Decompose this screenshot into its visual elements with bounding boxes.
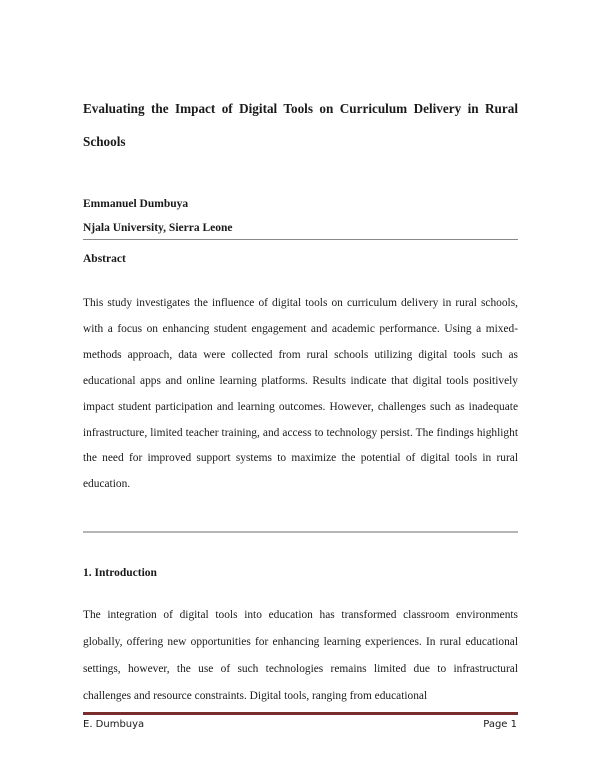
author-name: Emmanuel Dumbuya bbox=[83, 198, 189, 210]
abstract-text: This study investigates the influence of digital tools on curriculum delivery in rural schools, with a focus on enhancing student engagement and academic performance. Using a mixed-methods approach, data were collected from rural schools utilizing digital tools such as educational apps and online learning platforms. Results indicate that digital tools positively impact student participation and learning outcomes. However, challenges such as inadequate infrastructure, limited teacher training, and access to technology persist. The findings highlight the need for improved support systems to maximize the potential of digital tools in rural education. bbox=[83, 297, 518, 491]
abstract-divider bbox=[83, 531, 518, 533]
introduction-text: The integration of digital tools into education has transformed classroom environments globally, offering new opportunities for enhancing learning experiences. In rural educational settings, however, the use of such technologies remains limited due to infrastructural challenges and resource constraints. Digital tools, ranging from educational bbox=[83, 609, 518, 702]
author-affiliation: Njala University, Sierra Leone bbox=[83, 222, 233, 234]
page-number: Page 1 bbox=[483, 719, 517, 730]
header-divider bbox=[83, 239, 518, 240]
introduction-heading: 1. Introduction bbox=[83, 567, 157, 579]
footer-divider bbox=[83, 712, 518, 715]
abstract-heading: Abstract bbox=[83, 253, 126, 265]
paper-title: Evaluating the Impact of Digital Tools on Curriculum Delivery in Rural Schools bbox=[83, 101, 518, 149]
footer-author: E. Dumbuya bbox=[83, 719, 145, 730]
